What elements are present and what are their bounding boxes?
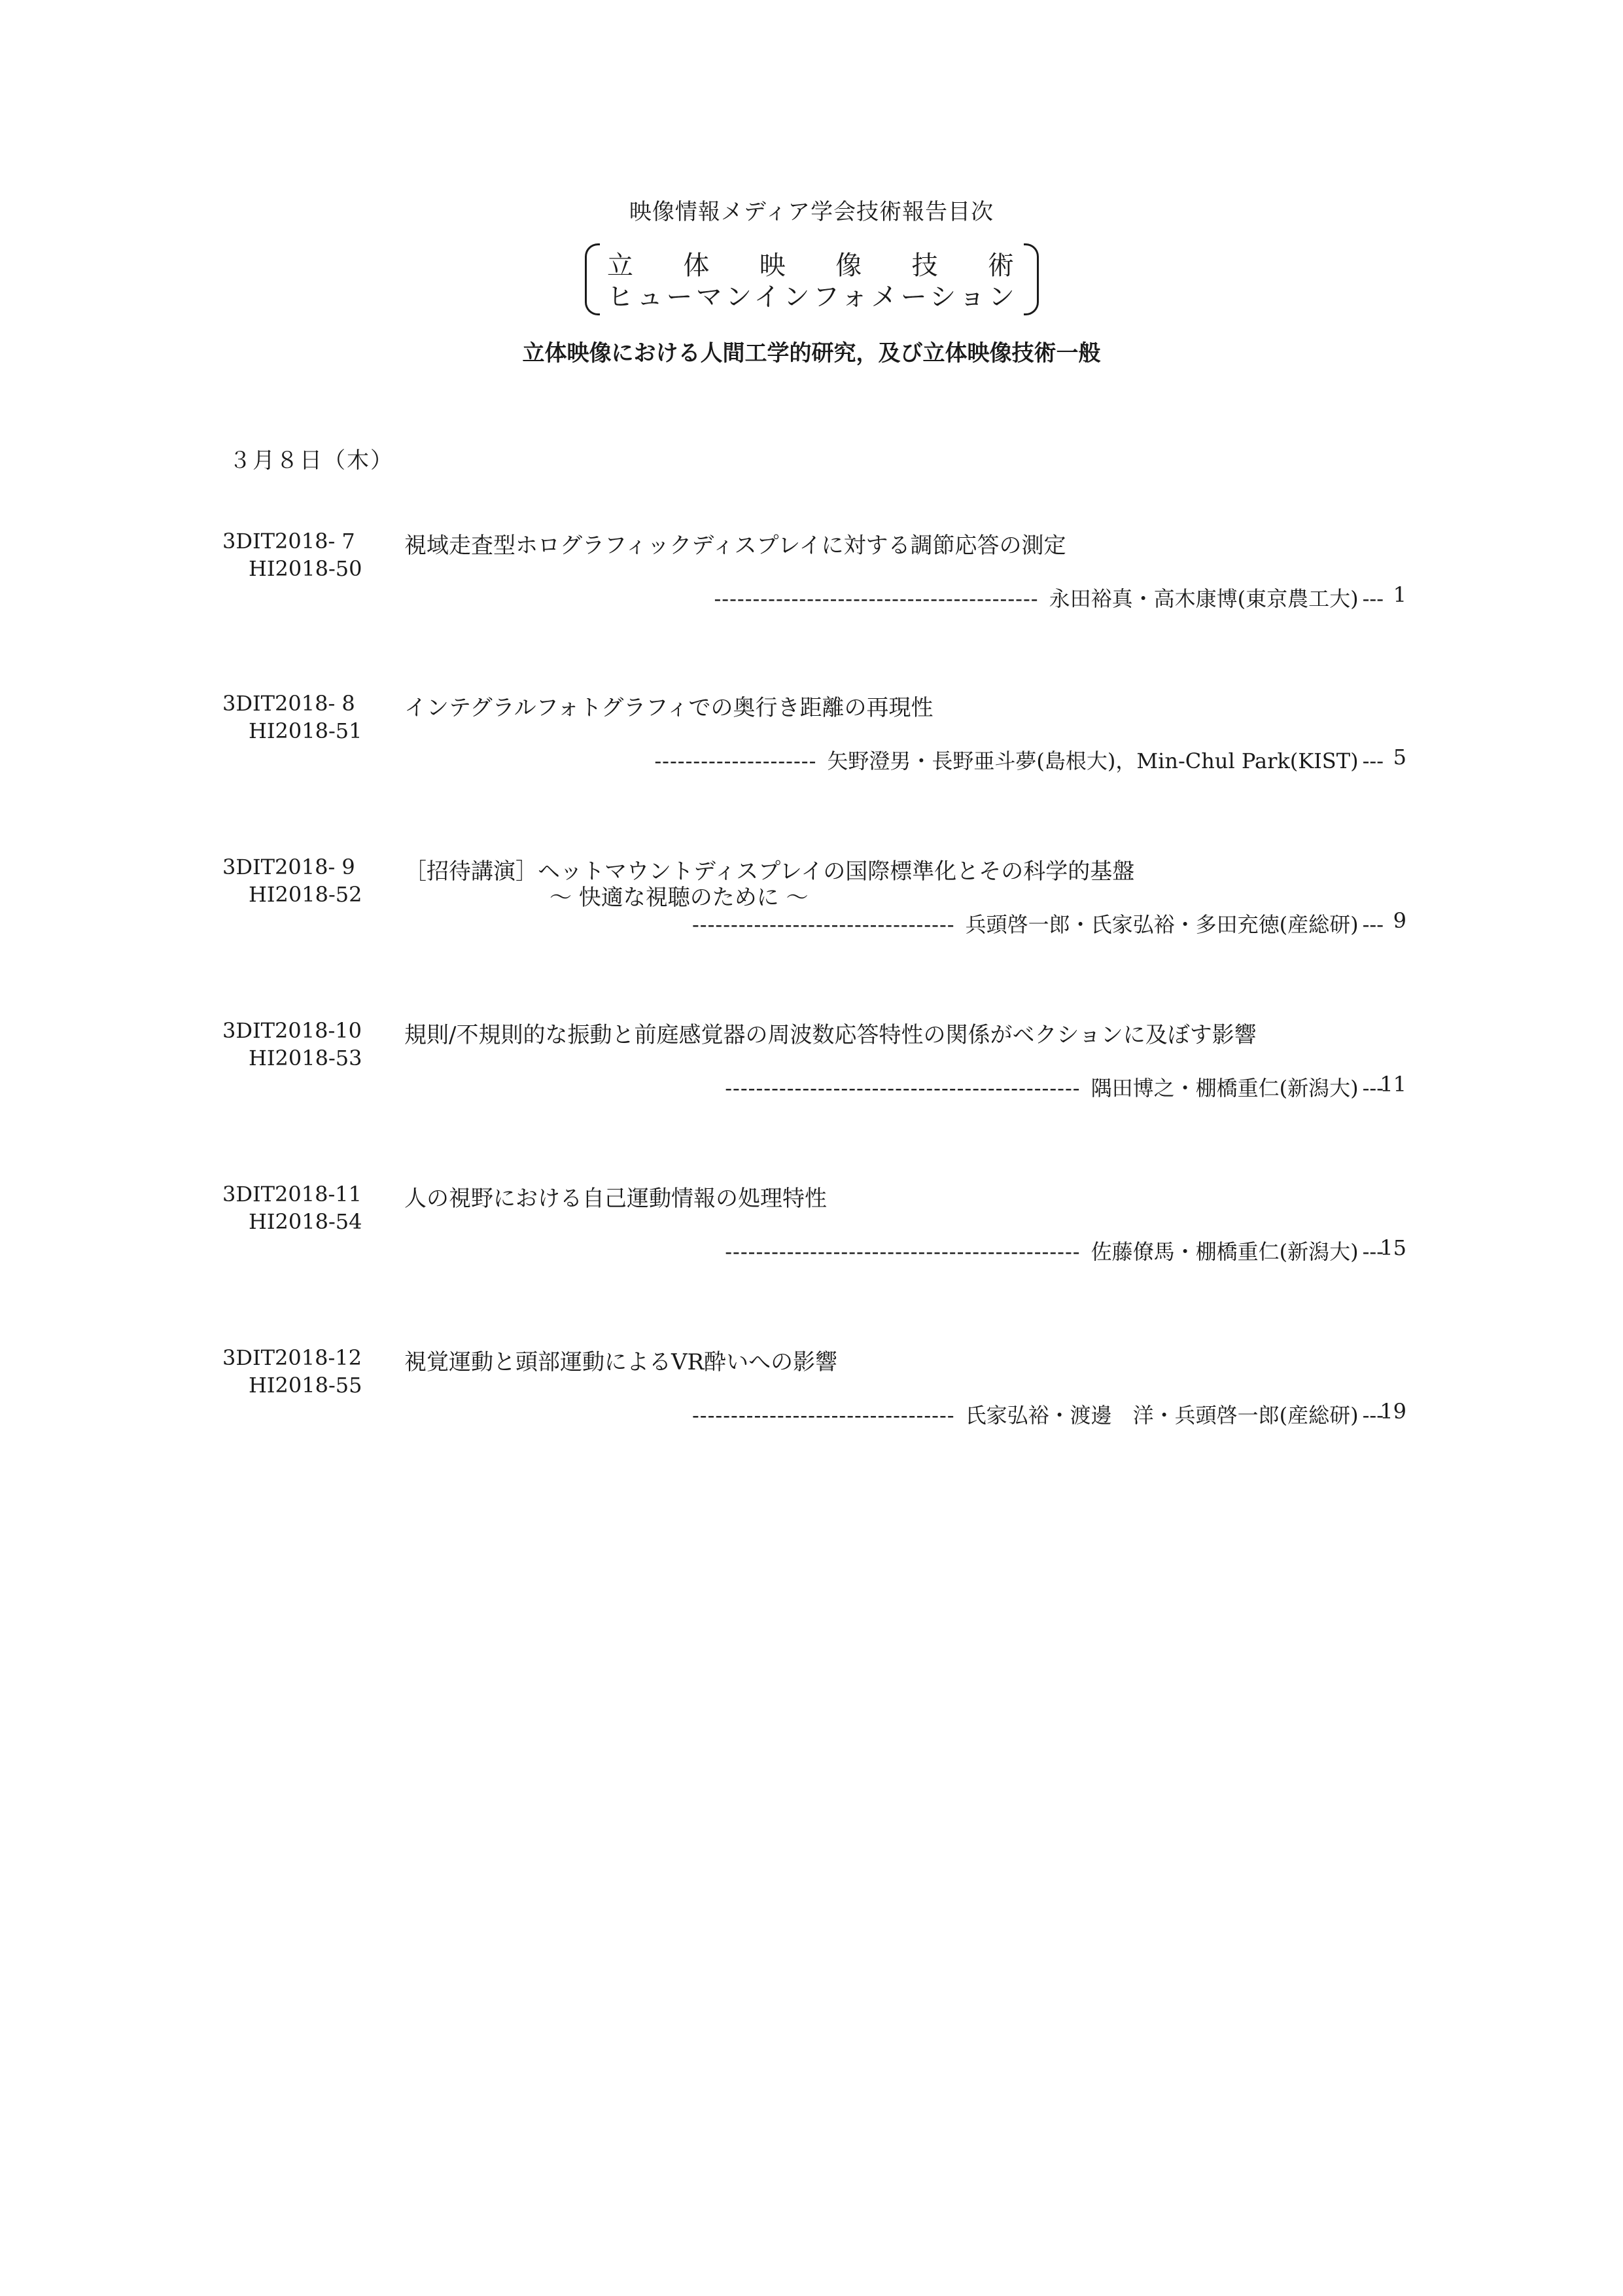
toc-entry (0, 1345, 1623, 1463)
dot-leader: ---------------------------------------------- (725, 1239, 1081, 1264)
paper-code-3dit: 3DIT2018- 9 (222, 855, 355, 879)
report-index-title: 映像情報メディア学会技術報告目次 (629, 199, 994, 225)
author-line (692, 908, 1384, 938)
dot-leader-trail: --- (1362, 1239, 1384, 1264)
right-brace (1024, 243, 1039, 315)
paper-authors: 永田裕真・高木康博(東京農工大) (1049, 586, 1359, 611)
left-brace (585, 243, 600, 315)
page-number: 11 (1380, 1072, 1406, 1097)
paper-authors: 氏家弘裕・渡邊 洋・兵頭啓一郎(産総研) (965, 1403, 1359, 1428)
paper-authors: 佐藤僚馬・棚橋重仁(新潟大) (1091, 1239, 1359, 1264)
toc-entry (0, 855, 1623, 972)
session-date: ３月８日（木） (229, 448, 394, 474)
paper-title: 視域走査型ホログラフィックディスプレイに対する調節応答の測定 (404, 533, 1066, 559)
committee-block (585, 243, 1039, 311)
paper-code-hi: HI2018-54 (249, 1209, 362, 1234)
paper-code-3dit: 3DIT2018-10 (222, 1018, 362, 1043)
paper-code-hi: HI2018-52 (249, 882, 362, 907)
page-number: 1 (1393, 582, 1406, 607)
committee-name-3dit: 立体映像技術 (607, 251, 1017, 281)
dot-leader-trail: --- (1362, 912, 1384, 937)
paper-code-hi: HI2018-55 (249, 1373, 362, 1398)
session-theme: 立体映像における人間工学的研究，及び立体映像技術一般 (522, 340, 1101, 366)
paper-title: 人の視野における自己運動情報の処理特性 (404, 1186, 827, 1212)
page-number: 15 (1380, 1235, 1406, 1260)
dot-leader: ------------------------------------------ (714, 586, 1039, 611)
paper-code-hi: HI2018-51 (249, 718, 362, 743)
author-line (725, 1072, 1384, 1102)
paper-authors: 隅田博之・棚橋重仁(新潟大) (1091, 1076, 1359, 1101)
dot-leader-trail: --- (1362, 586, 1384, 611)
paper-title: インテグラルフォトグラフィでの奥行き距離の再現性 (404, 695, 934, 721)
author-line (725, 1235, 1384, 1265)
paper-title: 規則/不規則的な振動と前庭感覚器の周波数応答特性の関係がベクションに及ぼす影響 (404, 1022, 1257, 1048)
dot-leader: ---------------------------------- (691, 912, 955, 937)
page-number: 5 (1393, 745, 1406, 769)
paper-authors: 矢野澄男・長野亜斗夢(島根大)，Min-Chul Park(KIST) (827, 749, 1359, 773)
dot-leader-trail: --- (1362, 1076, 1384, 1101)
paper-code-3dit: 3DIT2018-11 (222, 1182, 362, 1207)
dot-leader: ---------------------------------------------- (725, 1076, 1081, 1101)
paper-title: ［招待講演］ヘットマウントディスプレイの国際標準化とその科学的基盤 (404, 858, 1135, 885)
toc-entry (0, 529, 1623, 646)
toc-entry (0, 1182, 1623, 1299)
page-number: 19 (1380, 1399, 1406, 1424)
committee-name-hi: ヒューマンインフォメーション (607, 282, 1017, 312)
paper-code-hi: HI2018-50 (249, 556, 362, 581)
dot-leader-trail: --- (1362, 749, 1384, 773)
author-line (692, 1399, 1384, 1429)
paper-code-3dit: 3DIT2018- 7 (222, 529, 355, 554)
paper-code-3dit: 3DIT2018- 8 (222, 691, 355, 716)
toc-entry (0, 1018, 1623, 1136)
author-line (654, 745, 1384, 775)
dot-leader-trail: --- (1362, 1403, 1384, 1428)
paper-code-hi: HI2018-53 (249, 1046, 362, 1070)
dot-leader: ---------------------------------- (691, 1403, 955, 1428)
toc-entry (0, 691, 1623, 809)
paper-authors: 兵頭啓一郎・氏家弘裕・多田充徳(産総研) (965, 912, 1359, 937)
paper-subtitle: ～ 快適な視聴のために ～ (550, 885, 809, 911)
paper-title: 視覚運動と頭部運動によるVR酔いへの影響 (404, 1349, 838, 1375)
paper-code-3dit: 3DIT2018-12 (222, 1345, 362, 1370)
page-number: 9 (1393, 908, 1406, 933)
author-line (714, 582, 1384, 612)
dot-leader: --------------------- (654, 749, 817, 773)
